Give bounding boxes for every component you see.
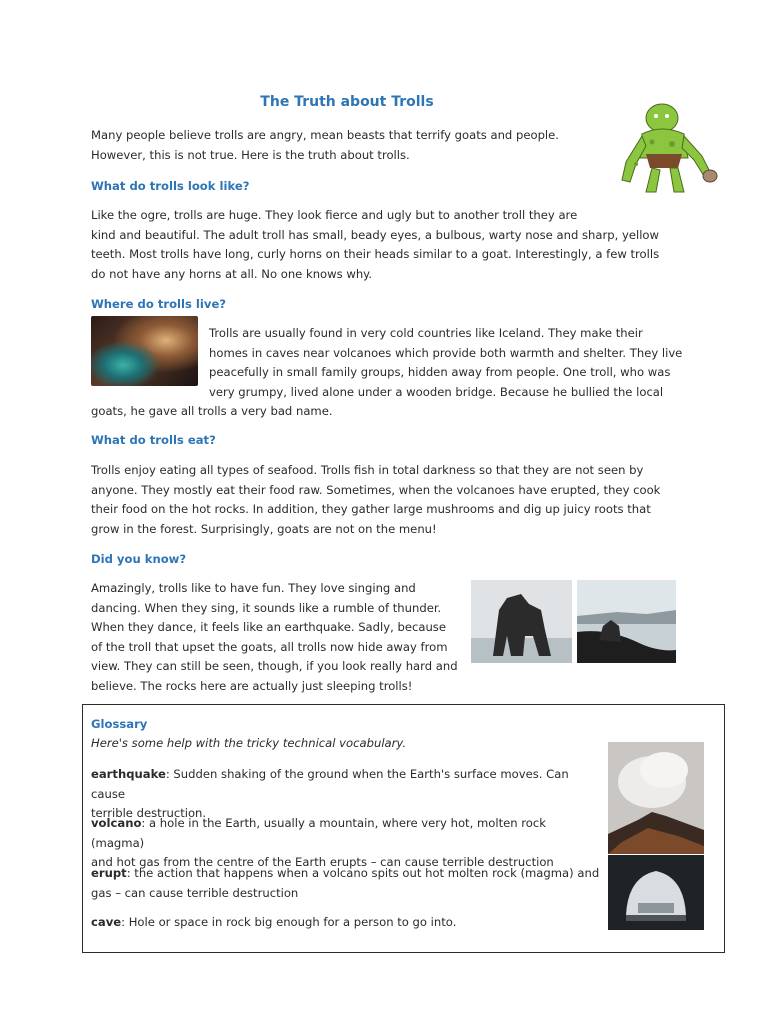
body-line: do not have any horns at all. No one knows why. xyxy=(91,266,373,281)
sea-stack-photo xyxy=(471,580,572,663)
body-line: kind and beautiful. The adult troll has small, beady eyes, a bulbous, warty nose and sharp, yellow xyxy=(91,227,659,242)
body-line: their food on the hot rocks. In addition, they gather large mushrooms and dig up juicy roots that xyxy=(91,502,651,517)
glossary-def: gas – can cause terrible destruction xyxy=(91,885,299,900)
glossary-entry-erupt xyxy=(91,864,601,903)
glossary-def: terrible destruction. xyxy=(91,806,207,821)
glossary-title: Glossary xyxy=(91,717,148,731)
section-body-live-tail xyxy=(91,402,571,422)
cave-arch-photo xyxy=(608,855,704,930)
section-heading-eat: What do trolls eat? xyxy=(91,433,216,447)
glossary-term: volcano xyxy=(91,816,142,830)
glossary-term: earthquake xyxy=(91,767,166,781)
body-line: of the troll that upset the goats, all trolls now hide away from xyxy=(91,639,448,654)
section-heading-know: Did you know? xyxy=(91,552,187,566)
intro-line: Many people believe trolls are angry, mean beasts that terrify goats and people. xyxy=(91,128,559,142)
glossary-def: : the action that happens when a volcano spits out hot molten rock (magma) and xyxy=(126,866,600,880)
body-line: Like the ogre, trolls are huge. They look fierce and ugly but to another troll they are xyxy=(91,208,578,222)
body-line: homes in caves near volcanoes which provide both warmth and shelter. They live xyxy=(209,345,683,360)
section-heading-live: Where do trolls live? xyxy=(91,297,227,311)
body-line: believe. The rocks here are actually just sleeping trolls! xyxy=(91,678,413,693)
glossary-def: : Hole or space in rock big enough for a person to go into. xyxy=(121,915,457,929)
body-line: Amazingly, trolls like to have fun. They love singing and xyxy=(91,581,416,595)
body-line: goats, he gave all trolls a very bad name. xyxy=(91,404,333,418)
body-line: very grumpy, lived alone under a wooden bridge. Because he bullied the local xyxy=(209,384,664,399)
black-beach-photo xyxy=(577,580,676,663)
section-heading-look: What do trolls look like? xyxy=(91,179,250,193)
page-title: The Truth about Trolls xyxy=(260,94,434,110)
glossary-term: cave xyxy=(91,915,122,929)
section-body-know xyxy=(91,579,463,697)
section-body-live xyxy=(209,324,689,402)
body-line: Trolls are usually found in very cold countries like Iceland. They make their xyxy=(209,326,643,340)
glossary-subtitle: Here's some help with the tricky technical vocabulary. xyxy=(91,736,407,750)
body-line: When they dance, it feels like an earthquake. Sadly, because xyxy=(91,620,446,635)
intro-paragraph xyxy=(91,126,611,165)
section-body-eat xyxy=(91,461,691,539)
body-line: anyone. They mostly eat their food raw. Sometimes, when the volcanoes have erupted, they cook xyxy=(91,482,661,497)
body-line: Trolls enjoy eating all types of seafood. Trolls fish in total darkness so that they are not seen by xyxy=(91,463,644,477)
body-line: peacefully in small family groups, hidden away from people. One troll, who was xyxy=(209,365,671,380)
body-line: teeth. Most trolls have long, curly horns on their heads similar to a goat. Interestingly, a few trolls xyxy=(91,247,660,262)
glossary-def: : Sudden shaking of the ground when the Earth's surface moves. Can cause xyxy=(91,767,569,801)
glossary-term: erupt xyxy=(91,866,127,880)
glossary-entry-cave xyxy=(91,913,601,933)
cave-photo xyxy=(91,316,198,386)
body-line: dancing. When they sing, it sounds like a rumble of thunder. xyxy=(91,600,442,615)
intro-line: However, this is not true. Here is the truth about trolls. xyxy=(91,147,410,162)
section-body-look xyxy=(91,206,691,284)
troll-illustration xyxy=(612,96,720,196)
glossary-def: and hot gas from the centre of the Earth erupts – can cause terrible destruction xyxy=(91,855,554,870)
volcano-photo xyxy=(608,742,704,854)
glossary-def: : a hole in the Earth, usually a mountain, where very hot, molten rock (magma) xyxy=(91,816,546,850)
body-line: view. They can still be seen, though, if you look really hard and xyxy=(91,659,458,674)
body-line: grow in the forest. Surprisingly, goats are not on the menu! xyxy=(91,521,437,536)
